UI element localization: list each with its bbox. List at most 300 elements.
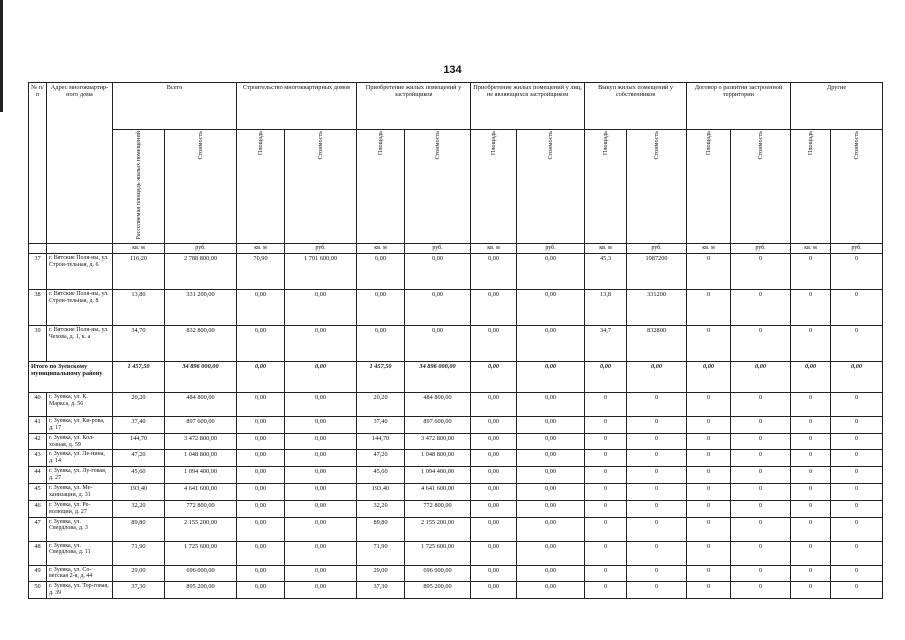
row-value: 0,00	[237, 517, 285, 541]
row-value: 696 000,00	[165, 565, 237, 582]
row-address: г. Зуевка, ул. Свердлова, д. 3	[47, 517, 113, 541]
total-label: Итого по Зуевскому муниципальному району	[29, 361, 113, 392]
row-value: 0	[627, 565, 687, 582]
row-number: 37	[29, 253, 47, 289]
row-value: 89,80	[357, 517, 405, 541]
total-value: 0,00	[831, 361, 883, 392]
row-address: г. Зуевка, ул. Лу-говая, д. 27	[47, 467, 113, 484]
row-value: 0,00	[405, 253, 471, 289]
unit-rub: руб.	[165, 243, 237, 253]
row-value: 29,00	[357, 565, 405, 582]
row-value: 2 155 200,00	[405, 517, 471, 541]
row-value: 0	[687, 565, 731, 582]
table-row	[29, 450, 883, 467]
row-value: 37,30	[357, 582, 405, 599]
row-address: г. Зуевка, ул. Ре-волюции, д. 27	[47, 500, 113, 517]
row-value: 0,00	[517, 541, 585, 565]
row-value: 0,00	[237, 325, 285, 361]
row-value: 0	[687, 582, 731, 599]
row-address: г. Зуевка, ул. Ки-рова, д. 17	[47, 416, 113, 433]
row-value: 0,00	[285, 450, 357, 467]
row-value: 0	[791, 289, 831, 325]
subheader-area: Площадь	[357, 130, 405, 244]
row-value: 0	[831, 541, 883, 565]
row-address: г. Зуевка, ул. Ле-нина, д. 14	[47, 450, 113, 467]
row-value: 1087200	[627, 253, 687, 289]
row-value: 0	[731, 565, 791, 582]
row-value: 47,20	[357, 450, 405, 467]
row-number: 48	[29, 541, 47, 565]
row-value: 0,00	[471, 289, 517, 325]
header-other: Другие	[791, 83, 883, 130]
row-value: 70,90	[237, 253, 285, 289]
row-value: 0,00	[517, 450, 585, 467]
row-value: 0	[687, 500, 731, 517]
row-value: 1 701 600,00	[285, 253, 357, 289]
units-row	[29, 243, 883, 253]
row-value: 89,80	[113, 517, 165, 541]
row-value: 0	[791, 565, 831, 582]
header-row-groups	[29, 83, 883, 130]
row-value: 331200	[627, 289, 687, 325]
row-value: 0	[687, 433, 731, 450]
row-value: 0	[731, 467, 791, 484]
row-value: 193,40	[113, 483, 165, 500]
row-address: г. Зуевка, ул. Свердлова, д. 11	[47, 541, 113, 565]
row-value: 0	[731, 541, 791, 565]
row-value: 0	[831, 517, 883, 541]
units-empty	[29, 243, 47, 253]
row-value: 0	[791, 467, 831, 484]
row-value: 0	[731, 433, 791, 450]
total-value: 0,00	[585, 361, 627, 392]
row-number: 39	[29, 325, 47, 361]
unit-sqm: кв. м	[237, 243, 285, 253]
row-value: 1 094 400,00	[405, 467, 471, 484]
row-value: 0	[731, 325, 791, 361]
row-value: 0,00	[237, 500, 285, 517]
row-value: 0	[791, 253, 831, 289]
unit-rub: руб.	[517, 243, 585, 253]
total-value: 0,00	[627, 361, 687, 392]
row-value: 0	[791, 392, 831, 416]
row-value: 0	[585, 517, 627, 541]
row-address: г. Зуевка, ул. Тор-говая, д. 39	[47, 582, 113, 599]
units-empty	[47, 243, 113, 253]
row-value: 0,00	[237, 467, 285, 484]
table-row	[29, 416, 883, 433]
row-value: 47,20	[113, 450, 165, 467]
row-value: 832 800,00	[165, 325, 237, 361]
row-value: 193,40	[357, 483, 405, 500]
row-value: 45,60	[113, 467, 165, 484]
row-value: 0	[585, 565, 627, 582]
row-value: 0	[831, 253, 883, 289]
row-value: 0,00	[471, 450, 517, 467]
row-value: 0,00	[517, 325, 585, 361]
subheader-cost: Стоимость	[405, 130, 471, 244]
row-value: 3 472 800,00	[405, 433, 471, 450]
table-row	[29, 500, 883, 517]
row-value: 0	[585, 416, 627, 433]
row-value: 0,00	[517, 433, 585, 450]
unit-sqm: кв. м	[471, 243, 517, 253]
row-value: 0,00	[471, 325, 517, 361]
row-value: 0	[791, 517, 831, 541]
row-value: 2 155 200,00	[165, 517, 237, 541]
row-value: 0,00	[517, 289, 585, 325]
row-address: г. Зуевка, ул. Ме-ханизации, д. 31	[47, 483, 113, 500]
row-value: 0	[791, 325, 831, 361]
row-value: 0,00	[237, 541, 285, 565]
row-value: 0,00	[471, 517, 517, 541]
table-row	[29, 541, 883, 565]
subheader-area: Площадь	[237, 130, 285, 244]
row-value: 0,00	[471, 392, 517, 416]
header-num: № п/п	[29, 83, 47, 244]
row-value: 2 788 800,00	[165, 253, 237, 289]
row-value: 0	[831, 392, 883, 416]
row-number: 43	[29, 450, 47, 467]
row-value: 0,00	[471, 500, 517, 517]
row-value: 0	[585, 392, 627, 416]
row-value: 696 000,00	[405, 565, 471, 582]
row-value: 0,00	[471, 565, 517, 582]
row-value: 3 472 800,00	[165, 433, 237, 450]
row-value: 0	[687, 541, 731, 565]
row-value: 0	[687, 416, 731, 433]
header-address: Адрес многоквартир-ного дома	[47, 83, 113, 244]
row-value: 0	[731, 253, 791, 289]
row-value: 0	[791, 416, 831, 433]
row-value: 0	[627, 517, 687, 541]
row-value: 0,00	[237, 416, 285, 433]
row-value: 0	[731, 450, 791, 467]
row-value: 37,40	[113, 416, 165, 433]
row-value: 897 600,00	[165, 416, 237, 433]
table-row	[29, 433, 883, 450]
row-value: 4 641 600,00	[405, 483, 471, 500]
row-number: 40	[29, 392, 47, 416]
row-number: 49	[29, 565, 47, 582]
total-value: 1 457,50	[357, 361, 405, 392]
row-value: 0,00	[517, 517, 585, 541]
header-purchase-non-developers: Приобретение жилых помещений у лиц, не являющихся застройщиком	[471, 83, 585, 130]
row-value: 0	[731, 416, 791, 433]
row-value: 0,00	[237, 289, 285, 325]
row-address: г. Зуевка, ул. К. Маркса, д. 56	[47, 392, 113, 416]
row-value: 0	[585, 433, 627, 450]
row-value: 0	[791, 541, 831, 565]
row-value: 34,7	[585, 325, 627, 361]
subheader-cost: Стоимость	[165, 130, 237, 244]
row-value: 34,70	[113, 325, 165, 361]
row-value: 0,00	[471, 582, 517, 599]
row-value: 0,00	[285, 289, 357, 325]
row-value: 772 800,00	[405, 500, 471, 517]
row-value: 0	[687, 450, 731, 467]
unit-rub: руб.	[405, 243, 471, 253]
subheader-cost: Стоимость	[731, 130, 791, 244]
row-value: 20,20	[113, 392, 165, 416]
total-row	[29, 361, 883, 392]
row-value: 0,00	[471, 467, 517, 484]
row-value: 331 200,00	[165, 289, 237, 325]
row-value: 895 200,00	[165, 582, 237, 599]
subheader-cost: Стоимость	[831, 130, 883, 244]
row-value: 0	[731, 289, 791, 325]
header-purchase-developers: Приобретение жилых помещений у застройщиков	[357, 83, 471, 130]
row-value: 0	[791, 582, 831, 599]
row-value: 0,00	[285, 433, 357, 450]
subheader-area: Площадь	[471, 130, 517, 244]
row-value: 0,00	[237, 565, 285, 582]
row-value: 0	[831, 289, 883, 325]
row-number: 42	[29, 433, 47, 450]
row-value: 0	[627, 433, 687, 450]
row-value: 0,00	[285, 500, 357, 517]
row-value: 484 800,00	[405, 392, 471, 416]
row-value: 0,00	[357, 253, 405, 289]
row-value: 13,8	[585, 289, 627, 325]
header-development-agreement: Договор о развитии застроенной территории	[687, 83, 791, 130]
row-value: 4 641 600,00	[165, 483, 237, 500]
page-edge-line	[0, 0, 3, 112]
row-value: 0	[731, 517, 791, 541]
subheader-cost: Стоимость	[285, 130, 357, 244]
row-value: 0,00	[517, 582, 585, 599]
total-value: 1 457,50	[113, 361, 165, 392]
row-value: 71,90	[357, 541, 405, 565]
row-number: 47	[29, 517, 47, 541]
table-row	[29, 565, 883, 582]
row-value: 0,00	[237, 392, 285, 416]
row-value: 0,00	[357, 325, 405, 361]
subheader-cost: Стоимость	[517, 130, 585, 244]
row-value: 484 800,00	[165, 392, 237, 416]
row-value: 0	[585, 467, 627, 484]
total-value: 34 896 000,00	[405, 361, 471, 392]
total-value: 0,00	[285, 361, 357, 392]
row-value: 0	[831, 450, 883, 467]
row-value: 0,00	[237, 483, 285, 500]
unit-sqm: кв. м	[585, 243, 627, 253]
row-value: 32,20	[357, 500, 405, 517]
row-value: 0,00	[517, 483, 585, 500]
row-value: 0	[627, 500, 687, 517]
row-value: 0	[585, 582, 627, 599]
row-address: г. Вятские Поля-ны, ул. Строи-тельная, д. 6	[47, 253, 113, 289]
row-value: 0	[791, 483, 831, 500]
row-value: 0	[831, 582, 883, 599]
row-value: 37,40	[357, 416, 405, 433]
unit-sqm: кв. м	[687, 243, 731, 253]
row-value: 1 048 800,00	[165, 450, 237, 467]
row-value: 1 725 600,00	[165, 541, 237, 565]
total-value: 0,00	[237, 361, 285, 392]
row-value: 0,00	[285, 325, 357, 361]
table-row	[29, 392, 883, 416]
row-value: 897 600,00	[405, 416, 471, 433]
row-number: 44	[29, 467, 47, 484]
row-address: г. Вятские Поля-ны, ул. Чехова, д. 1, к. а	[47, 325, 113, 361]
row-value: 0,00	[517, 500, 585, 517]
row-value: 0	[687, 483, 731, 500]
row-value: 0	[687, 289, 731, 325]
unit-rub: руб.	[285, 243, 357, 253]
row-value: 0	[627, 450, 687, 467]
row-value: 0	[831, 483, 883, 500]
row-value: 45,3	[585, 253, 627, 289]
header-construction: Строительство многоквартирных домов	[237, 83, 357, 130]
row-value: 0,00	[517, 392, 585, 416]
row-value: 0	[627, 467, 687, 484]
row-value: 0,00	[285, 541, 357, 565]
row-value: 0	[831, 565, 883, 582]
row-number: 38	[29, 289, 47, 325]
row-value: 37,30	[113, 582, 165, 599]
row-value: 0	[687, 392, 731, 416]
row-value: 0	[627, 483, 687, 500]
row-value: 0,00	[237, 433, 285, 450]
row-value: 0,00	[471, 416, 517, 433]
unit-sqm: кв. м	[113, 243, 165, 253]
row-value: 1 725 600,00	[405, 541, 471, 565]
subheader-cost: Стоимость	[627, 130, 687, 244]
row-value: 0,00	[357, 289, 405, 325]
row-value: 0,00	[285, 582, 357, 599]
row-value: 0,00	[517, 253, 585, 289]
row-value: 29,00	[113, 565, 165, 582]
row-value: 0	[585, 450, 627, 467]
row-value: 0,00	[405, 325, 471, 361]
row-value: 0,00	[517, 565, 585, 582]
subheader-resettled-area: Расселяемая площадь жилых помещений	[113, 130, 165, 244]
unit-rub: руб.	[627, 243, 687, 253]
row-number: 50	[29, 582, 47, 599]
row-value: 0,00	[471, 433, 517, 450]
row-value: 71,90	[113, 541, 165, 565]
row-value: 895 200,00	[405, 582, 471, 599]
table-row	[29, 517, 883, 541]
row-value: 0	[687, 467, 731, 484]
row-value: 0	[627, 541, 687, 565]
row-value: 0,00	[237, 582, 285, 599]
header-row-subcolumns	[29, 130, 883, 244]
row-value: 0,00	[285, 416, 357, 433]
unit-sqm: кв. м	[357, 243, 405, 253]
row-value: 0,00	[471, 541, 517, 565]
row-number: 41	[29, 416, 47, 433]
row-value: 0	[687, 253, 731, 289]
row-address: г. Вятские Поля-ны, ул. Строи-тельная, д. 8	[47, 289, 113, 325]
row-value: 1 094 400,00	[165, 467, 237, 484]
row-value: 0,00	[471, 253, 517, 289]
row-value: 45,60	[357, 467, 405, 484]
row-value: 0,00	[285, 565, 357, 582]
row-number: 46	[29, 500, 47, 517]
row-value: 1 048 800,00	[405, 450, 471, 467]
subheader-area: Площадь	[585, 130, 627, 244]
row-value: 0	[687, 325, 731, 361]
total-value: 34 896 000,00	[165, 361, 237, 392]
total-value: 0,00	[687, 361, 731, 392]
row-value: 832800	[627, 325, 687, 361]
total-value: 0,00	[471, 361, 517, 392]
row-value: 0,00	[517, 467, 585, 484]
row-value: 0	[627, 582, 687, 599]
row-value: 0	[791, 450, 831, 467]
row-value: 116,20	[113, 253, 165, 289]
row-value: 772 800,00	[165, 500, 237, 517]
row-value: 20,20	[357, 392, 405, 416]
table-row	[29, 253, 883, 289]
row-value: 0	[731, 582, 791, 599]
table-row	[29, 325, 883, 361]
row-value: 0	[585, 541, 627, 565]
row-value: 0,00	[285, 467, 357, 484]
page-number: 134	[443, 64, 462, 76]
row-value: 0	[831, 433, 883, 450]
header-total: Всего	[113, 83, 237, 130]
row-value: 0	[731, 500, 791, 517]
total-value: 0,00	[517, 361, 585, 392]
unit-rub: руб.	[831, 243, 883, 253]
row-value: 32,20	[113, 500, 165, 517]
total-value: 0,00	[731, 361, 791, 392]
row-number: 45	[29, 483, 47, 500]
table-row	[29, 467, 883, 484]
subheader-area: Площадь	[687, 130, 731, 244]
subheader-area: Площадь	[791, 130, 831, 244]
row-value: 0,00	[285, 483, 357, 500]
unit-sqm: кв. м	[791, 243, 831, 253]
row-value: 0	[731, 392, 791, 416]
row-value: 0	[791, 433, 831, 450]
row-value: 144,70	[113, 433, 165, 450]
table-row	[29, 483, 883, 500]
row-value: 0	[585, 483, 627, 500]
row-value: 0	[831, 467, 883, 484]
row-value: 0	[831, 416, 883, 433]
row-value: 0,00	[285, 392, 357, 416]
row-value: 0,00	[405, 289, 471, 325]
row-value: 0	[585, 500, 627, 517]
row-value: 0,00	[237, 450, 285, 467]
row-value: 0,00	[471, 483, 517, 500]
row-value: 13,80	[113, 289, 165, 325]
row-value: 0	[831, 325, 883, 361]
row-value: 0	[731, 483, 791, 500]
row-value: 0	[831, 500, 883, 517]
row-value: 0	[687, 517, 731, 541]
table-row	[29, 289, 883, 325]
table-body	[29, 253, 883, 598]
table-row	[29, 582, 883, 599]
row-address: г. Зуевка, ул. Со-ветская 2-я, д. 44	[47, 565, 113, 582]
unit-rub: руб.	[731, 243, 791, 253]
row-value: 0	[791, 500, 831, 517]
total-value: 0,00	[791, 361, 831, 392]
row-address: г. Зуевка, ул. Кол-хозная, д. 59	[47, 433, 113, 450]
header-buyout-owners: Выкуп жилых помещений у собственников	[585, 83, 687, 130]
resettlement-table	[28, 82, 883, 599]
row-value: 0	[627, 416, 687, 433]
row-value: 144,70	[357, 433, 405, 450]
row-value: 0,00	[517, 416, 585, 433]
row-value: 0	[627, 392, 687, 416]
row-value: 0,00	[285, 517, 357, 541]
